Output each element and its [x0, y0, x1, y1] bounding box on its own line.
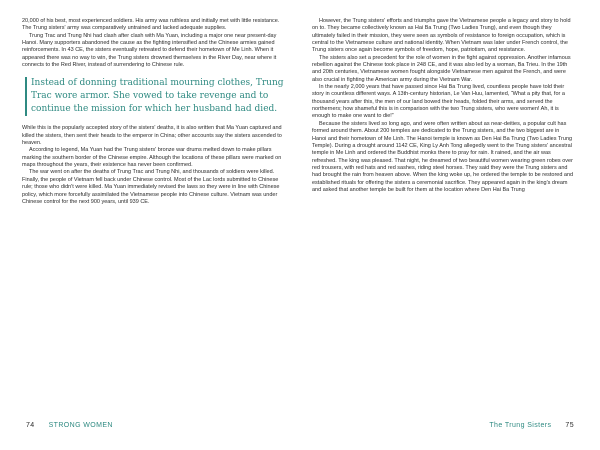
paragraph: While this is the popularly accepted story of the sisters' deaths, it is also written that Ma Yuan captured and killed the sisters, then sent their heads to the emperor in China; other accounts say the sisters ascended to heaven. [22, 125, 282, 147]
page-number: 75 [565, 422, 574, 429]
paragraph: Trung Trac and Trung Nhi had clash after clash with Ma Yuan, including a major one near present-day Hanoi. Many supporters abandoned the cause as the fighting intensified and the Chinese armies gained reinforcements. In 43 CE, the sisters eventually retreated to defend their hometown of Me Linh. When it appeared there was no way to win, the Trung sisters drowned themselves in the River Day, near where it connects to the Red River, instead of surrendering to Chinese rule. [22, 32, 277, 69]
paragraph: Because the sisters lived so long ago, and were often written about as near-deities, a popular cult has formed around them. About 200 temples are dedicated to the Trung sisters, and the two biggest are in Hanoi and their hometown of Me Linh. The Hanoi temple is known as Den Hai Ba Trung (Two Ladies Trung Temple). During a drought around 1142 CE, King Ly Anh Tong allegedly went to the Trung sisters' ancestral temple in Me Linh and ordered the Buddhist monks there to pray for rain. It rained, and the air was refreshed. The king was pleased. That night, he dreamed of two beautiful women wearing green robes over red trousers, with red hats and red sashes, riding steel horses. They said they were the Trung sisters and had brought the rain from heaven above. When the king woke up, he ordered the temple to be restored and established rituals for offering the sisters a ceremonial sacrifice. They appeared again in the king's dream and asked that another temple be built for them at the location where Den Hai Ba Trung [312, 120, 574, 193]
left-page-body [22, 18, 284, 206]
paragraph: The sisters also set a precedent for the role of women in the fight against oppression. Another infamous rebellion against the Chinese took place in 248 CE, and it was also led by a woman, Ba Trieu. In the 19th and 20th centuries, Vietnamese women fought alongside Vietnamese men against the French, and were also crucial in fighting the American army during the Vietnam War. [312, 54, 571, 83]
paragraph: The war went on after the deaths of Trung Trac and Trung Nhi, and thousands of soldiers were killed. Finally, the people of Vietnam fell back under Chinese control. Most of the Lac lords submitted to Chinese rule; those who didn't were killed. Ma Yuan immediately revised the laws so they were in line with Chinese policy, which more forcefully assimilated the Vietnamese people into Chinese culture. Vietnam was under Chinese control for the next 900 years, until 939 CE. [22, 169, 280, 205]
running-head: STRONG WOMEN [48, 422, 113, 429]
paragraph: 20,000 of his best, most experienced soldiers. His army was ruthless and initially met with little resistance. The Trung sisters' army was comparatively untrained and lacked adequate supplies. [22, 18, 280, 32]
right-page-body [312, 18, 574, 194]
paragraph: In the nearly 2,000 years that have passed since Hai Ba Trung lived, countless people have told their story in countless different ways. A 13th-century historian, Le Van Huu, lamented, “What a pity that, for a thousand years after this, the men of our land bowed their heads, folded their arms, and served the northerners; how shameful this is in comparison with the two Trung sisters, who were women! Ah, it is enough to make one want to die!” [312, 84, 565, 120]
page-number: 74 [26, 422, 35, 429]
paragraph: According to legend, Ma Yuan had the Trung sisters' bronze war drums melted down to make pillars marking the southern border of the Chinese empire. Although the locations of these pillars were marked on maps throughout the years, their existence has never been confirmed. [22, 147, 282, 169]
pull-quote: Instead of donning traditional mourning clothes, Trung Trac wore armor. She vowed to take revenge and to continue the mission for which her husband had died. [25, 77, 284, 116]
running-head: The Trung Sisters [489, 422, 552, 429]
paragraph: However, the Trung sisters' efforts and triumphs gave the Vietnamese people a legacy and story to hold on to. They became collectively known as Hai Ba Trung (Two Ladies Trung), and even though they ultimately failed in their mission, they were seen as symbols of resistance to foreign occupation, which is central to the Vietnamese culture and national identity. When Vietnam was later under French control, the Trung sisters once again become symbols of freedom, hope, patriotism, and resistance. [312, 18, 571, 54]
left-page-footer [26, 422, 113, 429]
right-page-footer [489, 422, 574, 429]
